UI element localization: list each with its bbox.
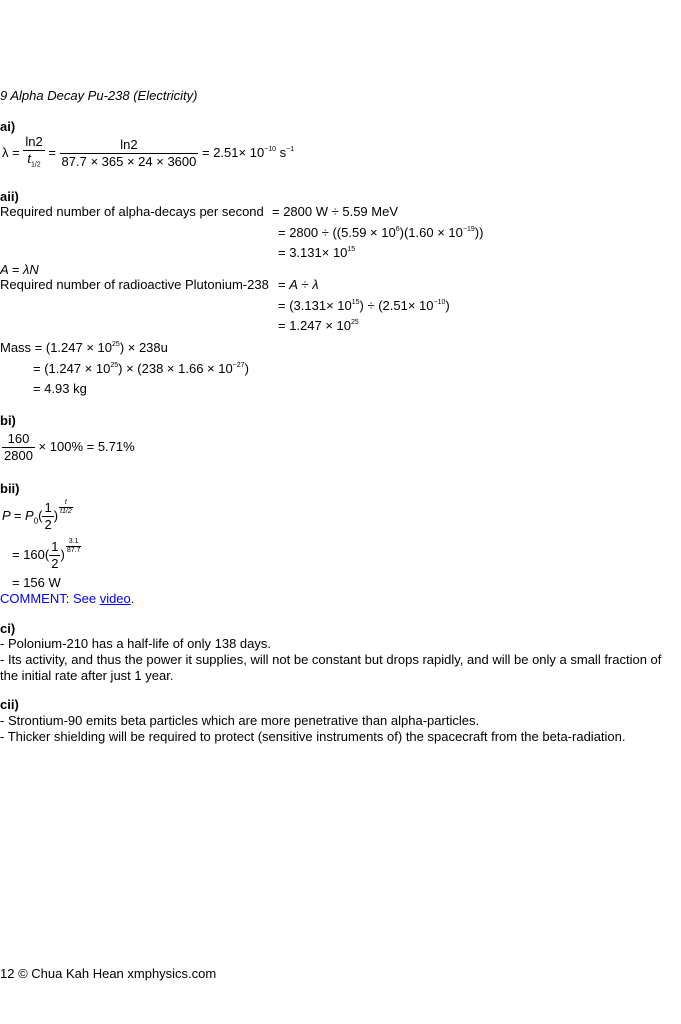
section-heading-cii: cii) xyxy=(0,697,19,712)
alpha-decays-eq3: = $3.131\times 10^{15}$ xyxy=(278,245,356,260)
mass-eq2: = $(1.247 \times 10^{25}) \times (238 \times 1.66 \times 10^{-27})$ xyxy=(33,361,249,376)
activity-formula: A = λN xyxy=(0,262,39,277)
plutonium-eq3: = $1.247 \times 10^{25}$ xyxy=(278,318,359,333)
mass-eq1: Mass = $(1.247 \times 10^{25}) \times 238u$ xyxy=(0,340,168,355)
cii-point-1: - Strontium-90 emits beta particles which are more penetrative than alpha-particles. xyxy=(0,713,480,728)
section-heading-bi: bi) xyxy=(0,413,16,428)
plutonium-eq1: = A ÷ λ xyxy=(278,277,319,292)
video-link[interactable]: video xyxy=(99,591,131,606)
comment-line: COMMENT: See video. xyxy=(0,591,135,606)
power-result: = 156 W xyxy=(12,575,61,590)
lambda-lhs: λ = xyxy=(2,145,20,161)
efficiency-equation: $\frac{160}{2800}$ × 100% = 5.71% xyxy=(4,431,135,464)
section-heading-ai: ai) xyxy=(0,119,16,134)
page-footer: 12 © Chua Kah Hean xmphysics.com xyxy=(0,966,217,981)
section-heading-aii: aii) xyxy=(0,189,19,204)
mass-eq3: = 4.93 kg xyxy=(33,381,87,396)
cii-point-2: - Thicker shielding will be required to protect (sensitive instruments of) the spacecraft from the beta-radiation. xyxy=(0,729,626,744)
exponent-t-over-half-life: $\frac{t}{t1/2}$ xyxy=(60,499,72,515)
alpha-decays-eq2: = $2800 \div ((5.59 \times 10^6)(1.60 \times 10^{-19}))$ xyxy=(278,225,484,240)
decay-constant-equation: λ = $\frac{\ln 2}{t_{1/2}}$ = $\frac{\ln 2}{87.7 \times 365 \times 24 \times 3600}$ = $2.51\times 10^{-10}$ $s^{-1}$ xyxy=(2,134,294,174)
ci-point-2: - Its activity, and thus the power it supplies, will not be constant but drops rapidly, and will be only a small fraction of the initial rate after just 1 year. xyxy=(0,652,662,683)
ln2-over-seconds: $\frac{\ln 2}{87.7 \times 365 \times 24 \times 3600}$ xyxy=(61,137,197,170)
power-decay-substitution: = 160( $\frac{1}{2}$ ) $\frac{3.1}{87.7}$ xyxy=(12,538,81,572)
ln2-over-half-life: $\frac{\ln 2}{t_{1/2}}$ xyxy=(25,134,43,169)
decay-constant-result: = $2.51\times 10^{-10}$ $s^{-1}$ xyxy=(202,145,295,161)
power-decay-formula: $P = P_0$( $\frac{1}{2}$ ) $\frac{t}{t1/2}$ xyxy=(2,499,72,533)
plutonium-label: Required number of radioactive Plutonium-238 xyxy=(0,277,269,292)
section-heading-ci: ci) xyxy=(0,621,16,636)
alpha-decays-label: Required number of alpha-decays per second xyxy=(0,204,264,219)
alpha-decays-eq1: = 2800 W ÷ 5.59 MeV xyxy=(272,204,399,219)
plutonium-eq2: = $(3.131\times 10^{15}) \div (2.51\times 10^{-10})$ xyxy=(278,298,450,313)
ci-point-1: - Polonium-210 has a half-life of only 138 days. xyxy=(0,636,271,651)
section-heading-bii: bii) xyxy=(0,481,20,496)
efficiency-fraction: $\frac{160}{2800}$ xyxy=(4,431,33,464)
page-title: 9 Alpha Decay Pu-238 (Electricity) xyxy=(0,88,198,103)
